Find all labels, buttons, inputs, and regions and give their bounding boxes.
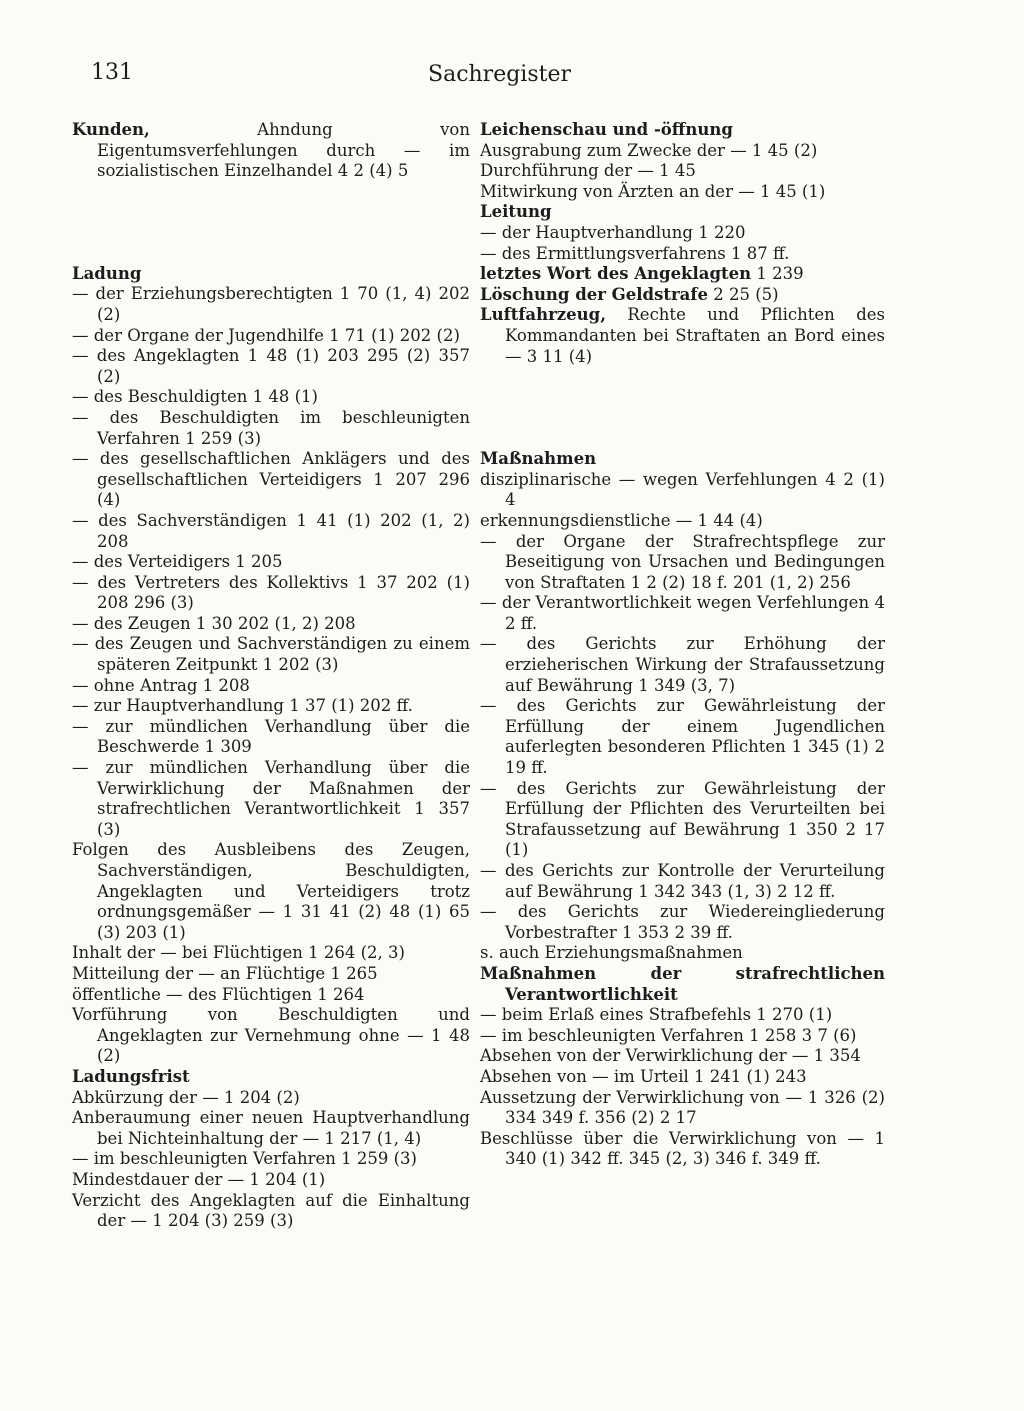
index-keyword: Maßnahmen der strafrechtlichen Verantwortlichkeit — [480, 963, 885, 1004]
index-entry — [72, 985, 470, 1006]
index-entry — [480, 1005, 885, 1026]
index-entry — [72, 840, 470, 943]
index-entry-text: Beschlüsse über die Verwirklichung von — 1 340 (1) 342 ff. 345 (2, 3) 346 f. 349 ff. — [480, 1128, 885, 1169]
index-entry-text: Mitteilung der — an Flüchtige 1 265 — [72, 963, 378, 983]
index-entry-text: Rechte und Pflichten des Kommandanten bei Straftaten an Bord eines — 3 11 (4) — [505, 305, 885, 366]
index-entry — [72, 1088, 470, 1109]
index-entry — [72, 284, 470, 325]
index-entry-text: Inhalt der — bei Flüchtigen 1 264 (2, 3) — [72, 943, 405, 963]
index-entry-text: Durchführung der — 1 45 — [480, 161, 696, 181]
index-entry — [480, 634, 885, 696]
index-heading — [72, 1067, 470, 1088]
index-entry — [72, 696, 470, 717]
index-entry-text: erkennungsdienstliche — 1 44 (4) — [480, 510, 763, 530]
index-entry-text: — des Zeugen und Sachverständigen zu einem späteren Zeitpunkt 1 202 (3) — [72, 634, 470, 675]
index-entry — [72, 614, 470, 635]
index-entry — [480, 943, 885, 964]
index-entry-text: 2 25 (5) — [707, 284, 779, 304]
index-heading — [480, 285, 885, 306]
index-entry-text: — des Gerichts zur Kontrolle der Verurteilung auf Bewährung 1 342 343 (1, 3) 2 12 ff. — [480, 861, 885, 901]
index-entry-text: — im beschleunigten Verfahren 1 259 (3) — [72, 1149, 417, 1169]
index-entry — [480, 161, 885, 182]
index-heading — [480, 264, 885, 285]
index-entry — [480, 1088, 885, 1129]
index-entry — [72, 346, 470, 387]
index-heading — [72, 264, 470, 285]
index-entry — [72, 552, 470, 573]
index-entry — [480, 511, 885, 532]
index-keyword: letztes Wort des Angeklagten — [480, 264, 752, 284]
index-entry — [480, 902, 885, 943]
index-entry-text: — der Hauptverhandlung 1 220 — [480, 222, 746, 242]
index-entry — [480, 1129, 885, 1170]
index-entry — [480, 593, 885, 634]
index-entry — [480, 182, 885, 203]
index-column-left — [72, 120, 470, 1232]
index-keyword: Luftfahrzeug, — [480, 305, 606, 325]
index-entry-text: Aussetzung der Verwirklichung von — 1 326 (2) 334 349 f. 356 (2) 2 17 — [480, 1087, 885, 1128]
index-entry — [72, 1005, 470, 1067]
index-keyword: Leichenschau und -öffnung — [480, 120, 733, 139]
index-entry-text: s. auch Erziehungsmaßnahmen — [480, 943, 743, 963]
section-gap — [72, 182, 470, 264]
index-entry-text: — des Beschuldigten im beschleunigten Verfahren 1 259 (3) — [72, 407, 470, 448]
index-entry-text: Ahndung von Eigentumsverfehlungen durch — im sozialistischen Einzelhandel 4 2 (4) 5 — [97, 120, 470, 181]
index-entry-text: — des Sachverständigen 1 41 (1) 202 (1, 2) 208 — [72, 510, 470, 551]
index-keyword: Kunden, — [72, 120, 150, 139]
index-entry — [72, 408, 470, 449]
index-entry-text: — des gesellschaftlichen Anklägers und des gesellschaftlichen Verteidigers 1 207 296 (4) — [72, 449, 470, 510]
index-entry-text: — des Gerichts zur Gewährleistung der Erfüllung der einem Jugendlichen auferlegten besonderen Pflichten 1 345 (1) 2 19 ff. — [480, 696, 885, 778]
index-entry-text: öffentliche — des Flüchtigen 1 264 — [72, 984, 365, 1004]
index-entry — [480, 696, 885, 778]
index-entry-text: — des Beschuldigten 1 48 (1) — [72, 387, 318, 407]
index-entry-text: — des Gerichts zur Gewährleistung der Erfüllung der Pflichten des Verurteilten bei Strafaussetzung auf Bewährung 1 350 2 17 (1) — [480, 778, 885, 860]
index-entry — [480, 470, 885, 511]
index-entry — [72, 676, 470, 697]
index-entry — [480, 223, 885, 244]
index-entry-text: — beim Erlaß eines Strafbefehls 1 270 (1) — [480, 1005, 833, 1025]
index-entry-text: — des Zeugen 1 30 202 (1, 2) 208 — [72, 613, 356, 633]
index-heading — [480, 202, 885, 223]
index-entry — [72, 717, 470, 758]
index-entry — [72, 387, 470, 408]
index-entry-text: Vorführung von Beschuldigten und Angeklagten zur Vernehmung ohne — 1 48 (2) — [72, 1005, 470, 1066]
index-entry-text: Verzicht des Angeklagten auf die Einhaltung der — 1 204 (3) 259 (3) — [72, 1190, 470, 1231]
index-keyword: Maßnahmen — [480, 449, 597, 469]
index-entry — [480, 141, 885, 162]
index-entry — [480, 244, 885, 265]
index-entry-text: — ohne Antrag 1 208 — [72, 675, 250, 695]
index-heading — [480, 305, 885, 367]
index-entry-text: Folgen des Ausbleibens des Zeugen, Sachverständigen, Beschuldigten, Angeklagten und Verteidigers trotz ordnungsgemäßer — 1 31 41 (2) 48 (1) 65 (3) 203 (1) — [72, 840, 470, 942]
index-entry — [72, 758, 470, 840]
index-entry — [72, 634, 470, 675]
index-entry — [72, 964, 470, 985]
index-entry — [480, 532, 885, 594]
index-entry — [72, 449, 470, 511]
section-gap — [480, 367, 885, 449]
index-entry — [72, 511, 470, 552]
index-entry-text: Anberaumung einer neuen Hauptverhandlung bei Nichteinhaltung der — 1 217 (1, 4) — [72, 1108, 470, 1148]
index-entry-text: Mindestdauer der — 1 204 (1) — [72, 1169, 326, 1189]
index-entry-text: — der Organe der Strafrechtspflege zur Beseitigung von Ursachen und Bedingungen von Straftaten 1 2 (2) 18 f. 201 (1, 2) 256 — [480, 531, 885, 592]
index-entry-text: Abkürzung der — 1 204 (2) — [72, 1087, 300, 1107]
index-keyword: Ladungsfrist — [72, 1066, 190, 1086]
index-keyword: Ladung — [72, 263, 142, 283]
index-entry — [480, 1026, 885, 1047]
index-entry — [72, 1191, 470, 1232]
index-entry-text: Absehen von der Verwirklichung der — 1 354 — [480, 1046, 861, 1066]
index-entry — [72, 943, 470, 964]
index-entry — [72, 1170, 470, 1191]
index-entry-text: — der Organe der Jugendhilfe 1 71 (1) 202 (2) — [72, 325, 460, 345]
index-entry-text: 1 239 — [751, 264, 804, 284]
index-entry — [72, 326, 470, 347]
index-keyword: Leitung — [480, 202, 552, 222]
index-keyword: Löschung der Geldstrafe — [480, 284, 708, 304]
index-entry-text: — des Gerichts zur Wiedereingliederung Vorbestrafter 1 353 2 39 ff. — [480, 902, 885, 942]
index-entry-text: — des Verteidigers 1 205 — [72, 552, 283, 572]
index-entry-text: — zur Hauptverhandlung 1 37 (1) 202 ff. — [72, 696, 413, 716]
index-entry-text: — des Ermittlungsverfahrens 1 87 ff. — [480, 243, 790, 263]
index-entry-text: Ausgrabung zum Zwecke der — 1 45 (2) — [480, 140, 818, 160]
index-entry — [480, 779, 885, 861]
index-entry — [72, 1149, 470, 1170]
index-entry-text: — des Gerichts zur Erhöhung der erzieherischen Wirkung der Strafaussetzung auf Bewährung 1 349 (3, 7) — [480, 634, 885, 695]
index-entry-text: — des Angeklagten 1 48 (1) 203 295 (2) 357 (2) — [72, 346, 470, 386]
index-entry-text: disziplinarische — wegen Verfehlungen 4 2 (1) 4 — [480, 469, 885, 510]
index-entry — [480, 1046, 885, 1067]
index-heading — [72, 120, 470, 182]
index-entry — [480, 1067, 885, 1088]
index-entry-text: Mitwirkung von Ärzten an der — 1 45 (1) — [480, 181, 826, 201]
page-title: Sachregister — [428, 62, 571, 87]
index-entry-text: — des Vertreters des Kollektivs 1 37 202 (1) 208 296 (3) — [72, 572, 470, 613]
index-entry-text: — zur mündlichen Verhandlung über die Verwirklichung der Maßnahmen der strafrechtlichen Verantwortlichkeit 1 357 (3) — [72, 758, 470, 839]
index-entry — [72, 573, 470, 614]
index-entry-text: — der Verantwortlichkeit wegen Verfehlungen 4 2 ff. — [480, 593, 885, 633]
index-entry-text: Absehen von — im Urteil 1 241 (1) 243 — [480, 1066, 807, 1086]
index-column-right — [480, 120, 885, 1170]
index-entry — [72, 1108, 470, 1149]
index-heading — [480, 964, 885, 1005]
index-entry-text: — der Erziehungsberechtigten 1 70 (1, 4) 202 (2) — [72, 284, 470, 324]
index-entry-text: — im beschleunigten Verfahren 1 258 3 7 (6) — [480, 1025, 857, 1045]
index-entry-text: — zur mündlichen Verhandlung über die Beschwerde 1 309 — [72, 716, 470, 757]
index-heading — [480, 120, 885, 141]
page-number: 131 — [91, 60, 133, 85]
index-heading — [480, 449, 885, 470]
index-entry — [480, 861, 885, 902]
